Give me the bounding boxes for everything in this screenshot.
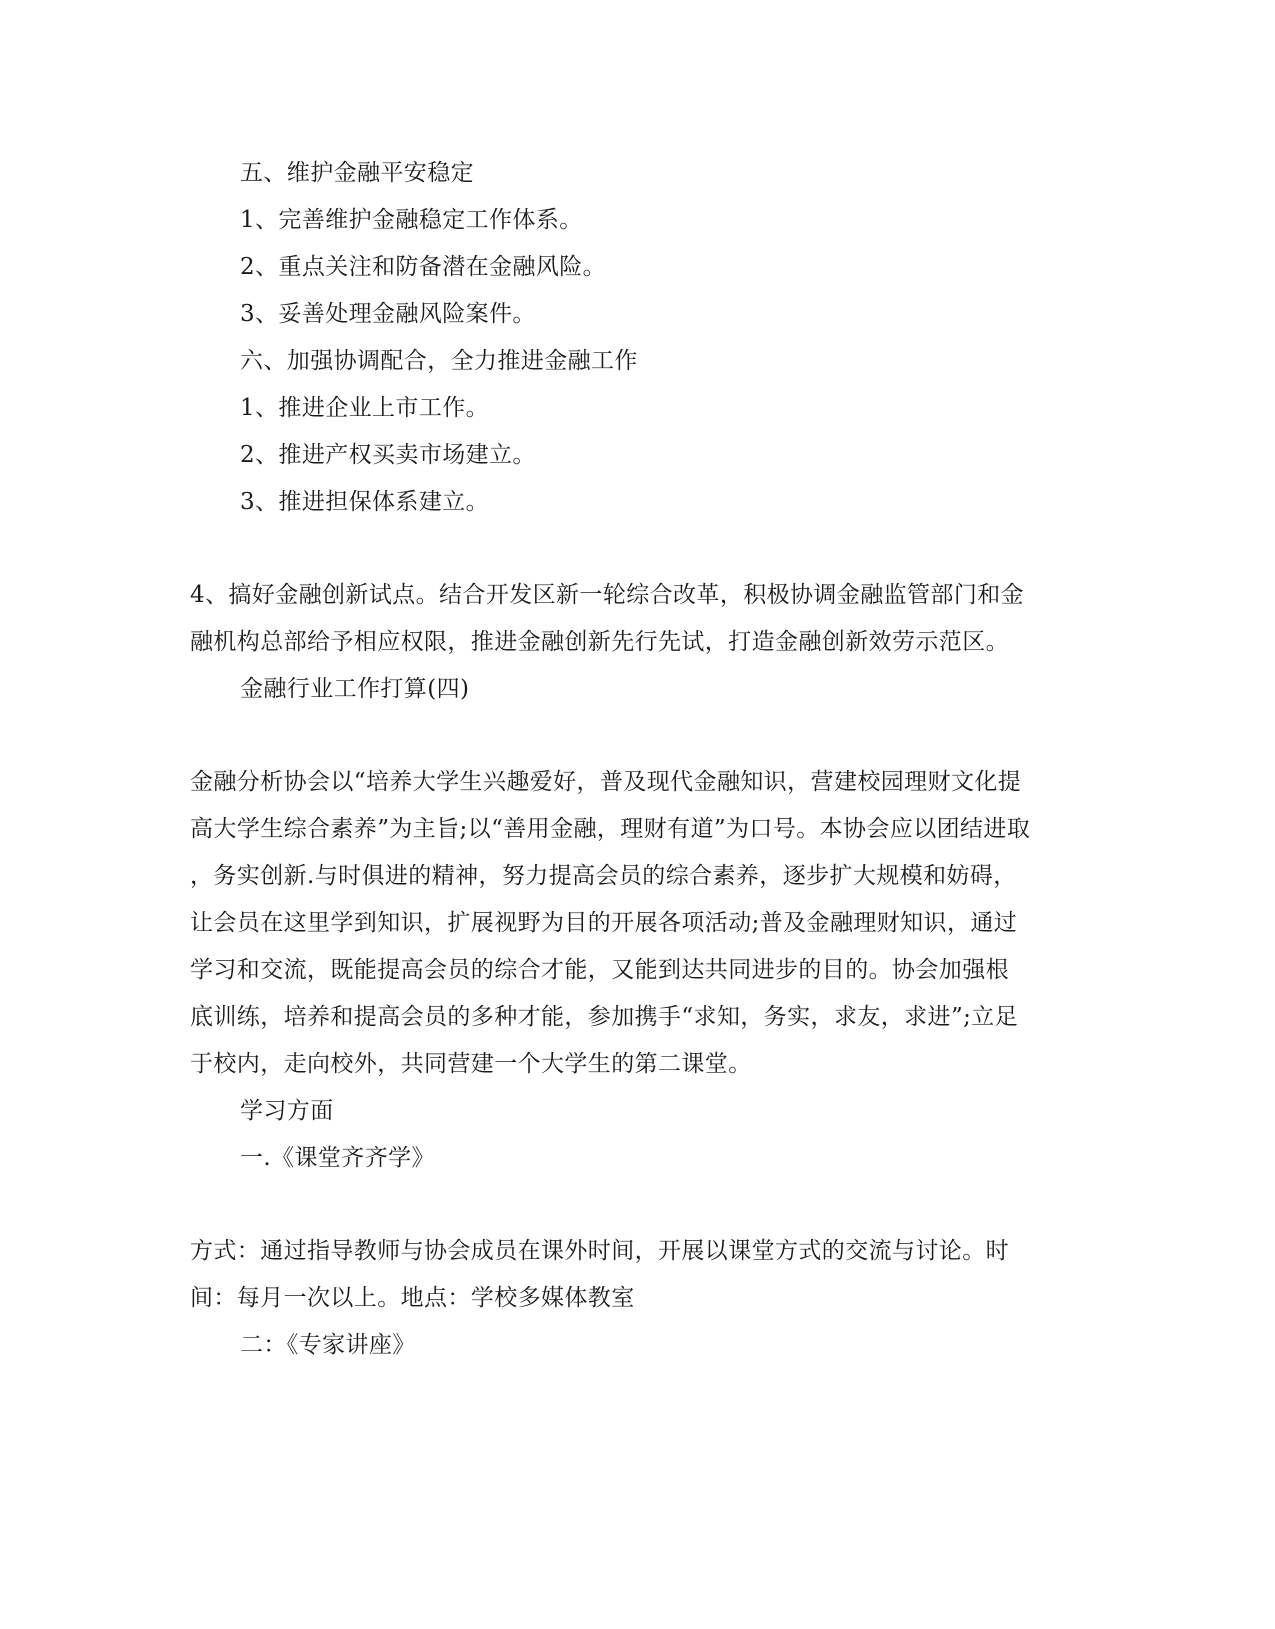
association-line-6: 底训练，培养和提高会员的多种才能，参加携手“求知，务实，求友，求进”;立足 xyxy=(190,1004,1019,1030)
association-line-1: 金融分析协会以“培养大学生兴趣爱好，普及现代金融知识，营建校园理财文化提 xyxy=(190,769,1022,795)
section6-item-3: 3、推进担保体系建立。 xyxy=(240,489,490,515)
association-line-7: 于校内，走向校外，共同营建一个大学生的第二课堂。 xyxy=(190,1051,752,1077)
association-line-5: 学习和交流，既能提高会员的综合才能，又能到达共同进步的目的。协会加强根 xyxy=(190,957,1009,983)
section6-heading: 六、加强协调配合，全力推进金融工作 xyxy=(240,348,638,374)
section5-item-1: 1、完善维护金融稳定工作体系。 xyxy=(240,207,583,233)
method-line-1: 方式：通过指导教师与协会成员在课外时间，开展以课堂方式的交流与讨论。时 xyxy=(190,1238,1009,1264)
association-line-2: 高大学生综合素养”为主旨;以“善用金融，理财有道”为口号。本协会应以团结进取 xyxy=(190,816,1031,842)
study-heading: 学习方面 xyxy=(240,1098,334,1124)
association-line-4: 让会员在这里学到知识，扩展视野为目的开展各项活动;普及金融理财知识，通过 xyxy=(190,910,1018,936)
study-item-2: 二：《专家讲座》 xyxy=(240,1332,416,1358)
association-line-3: ，务实创新.与时俱进的精神，努力提高会员的综合素养，逐步扩大规模和妨碍， xyxy=(190,863,1017,889)
section6-item-1: 1、推进企业上市工作。 xyxy=(240,395,490,421)
method-line-2: 间：每月一次以上。地点：学校多媒体教室 xyxy=(190,1285,635,1311)
section5-item-2: 2、重点关注和防备潜在金融风险。 xyxy=(240,254,607,280)
item4-line-1: 4、搞好金融创新试点。结合开发区新一轮综合改革，积极协调金融监管部门和金 xyxy=(190,582,1025,608)
section5-heading: 五、维护金融平安稳定 xyxy=(240,160,474,186)
plan-title: 金融行业工作打算(四) xyxy=(240,676,470,702)
study-item-1: 一.《课堂齐齐学》 xyxy=(240,1145,435,1171)
section5-item-3: 3、妥善处理金融风险案件。 xyxy=(240,301,536,327)
item4-line-2: 融机构总部给予相应权限，推进金融创新先行先试，打造金融创新效劳示范区。 xyxy=(190,629,1009,655)
section6-item-2: 2、推进产权买卖市场建立。 xyxy=(240,442,536,468)
